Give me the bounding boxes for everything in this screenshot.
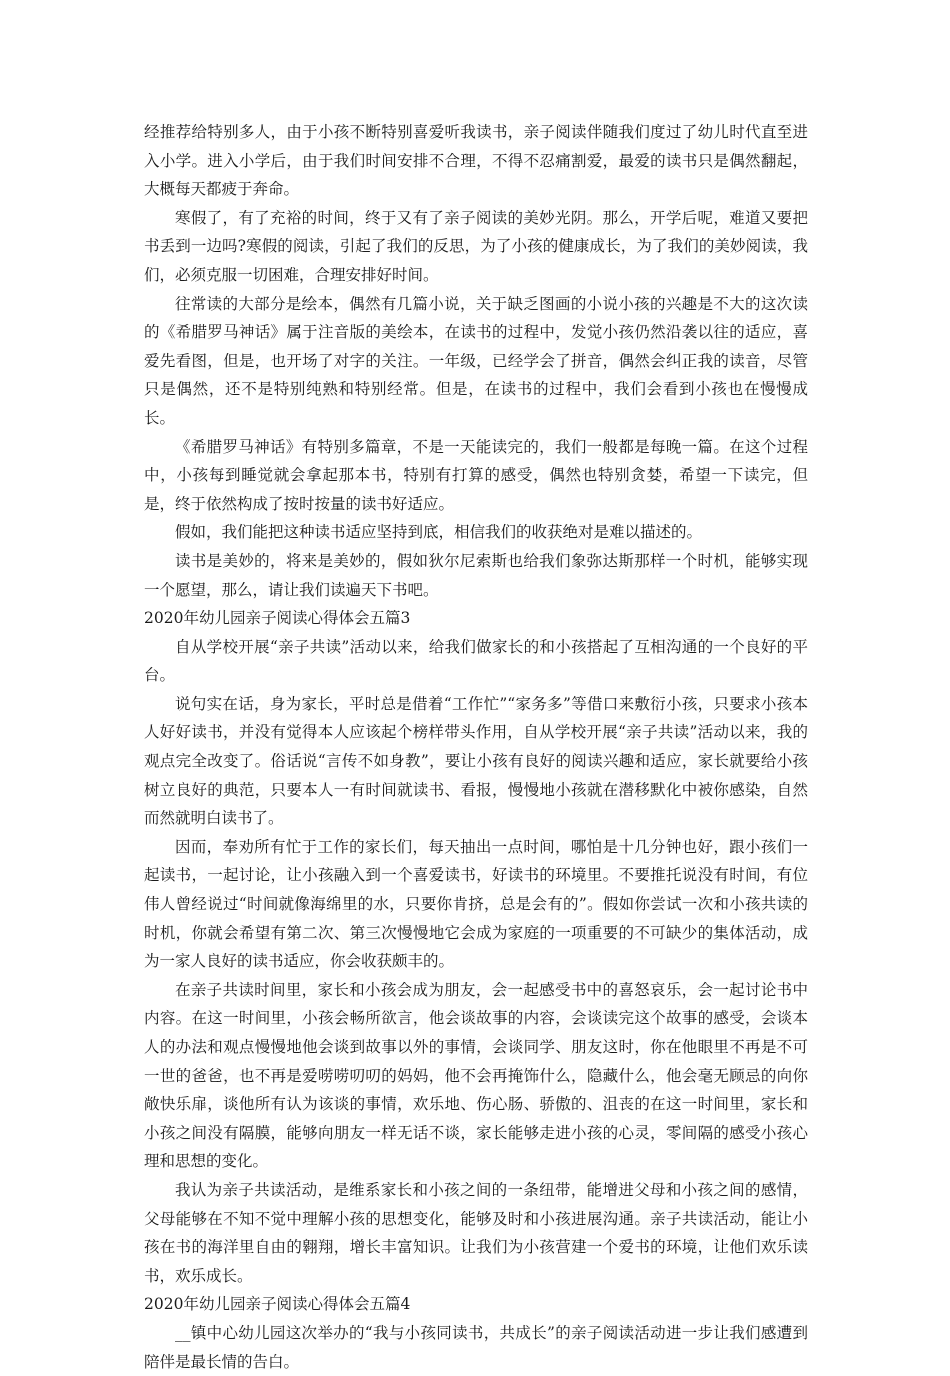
document-page: [144, 118, 808, 1376]
section-heading-4: 2020年幼儿园亲子阅读心得体会五篇4: [144, 1295, 411, 1314]
paragraph-5: 假如，我们能把这种读书适应坚持到底，相信我们的收获绝对是难以描述的。: [175, 523, 703, 542]
paragraph-7: 自从学校开展“亲子共读”活动以来，给我们做家长的和小孩搭起了互相沟通的一个良好的平台。: [144, 637, 808, 685]
paragraph-1: 经推荐给特别多人，由于小孩不断特别喜爱听我读书，亲子阅读伴随我们度过了幼儿时代直至进入小学。进入小学后，由于我们时间安排不合理，不得不忍痛割爱，最爱的读书只是偶然翻起，大概每天都疲于奔命。: [144, 123, 808, 199]
paragraph-9: 因而，奉劝所有忙于工作的家长们，每天抽出一点时间，哪怕是十几分钟也好，跟小孩们一起读书，一起讨论，让小孩融入到一个喜爱读书，好读书的环境里。不要推托说没有时间，有位伟人曾经说过“时间就像海绵里的水，只要你肯挤，总是会有的”。假如你尝试一次和小孩共读的时机，你就会希望有第二次、第三次慢慢地它会成为家庭的一项重要的不可缺少的集体活动，成为一家人良好的读书适应，你会收获颇丰的。: [144, 837, 808, 971]
paragraph-10: 在亲子共读时间里，家长和小孩会成为朋友，会一起感受书中的喜怒哀乐，会一起讨论书中内容。在这一时间里，小孩会畅所欲言，他会谈故事的内容，会谈读完这个故事的感受，会谈本人的办法和观点慢慢地他会谈到故事以外的事情，会谈同学、朋友这时，你在他眼里不再是不可一世的爸爸，也不再是爱唠唠叨叨的妈妈，他不会再掩饰什么，隐藏什么，他会毫无顾忌的向你敞快乐扉，谈他所有认为该谈的事情，欢乐地、伤心肠、骄傲的、沮丧的在这一时间里，家长和小孩之间没有隔膜，能够向朋友一样无话不谈，家长能够走进小孩的心灵，零间隔的感受小孩心理和思想的变化。: [144, 980, 808, 1171]
section-heading-3: 2020年幼儿园亲子阅读心得体会五篇3: [144, 609, 411, 628]
paragraph-12: __镇中心幼儿园这次举办的“我与小孩同读书，共成长”的亲子阅读活动进一步让我们感遭到陪伴是最长情的告白。: [144, 1323, 808, 1371]
paragraph-4: 《希腊罗马神话》有特别多篇章，不是一天能读完的，我们一般都是每晚一篇。在这个过程中，小孩每到睡觉就会拿起那本书，特别有打算的感受，偶然也特别贪婪，希望一下读完，但是，终于依然构成了按时按量的读书好适应。: [144, 437, 808, 513]
paragraph-11: 我认为亲子共读活动，是维系家长和小孩之间的一条纽带，能增进父母和小孩之间的感情，父母能够在不知不觉中理解小孩的思想变化，能够及时和小孩进展沟通。亲子共读活动，能让小孩在书的海洋里自由的翱翔，增长丰富知识。让我们为小孩营建一个爱书的环境，让他们欢乐读书，欢乐成长。: [144, 1180, 808, 1285]
paragraph-8: 说句实在话，身为家长，平时总是借着“工作忙”“家务多”等借口来敷衍小孩，只要求小孩本人好好读书，并没有觉得本人应该起个榜样带头作用，自从学校开展“亲子共读”活动以来，我的观点完全改变了。俗话说“言传不如身教”，要让小孩有良好的阅读兴趣和适应，家长就要给小孩树立良好的典范，只要本人一有时间就读书、看报，慢慢地小孩就在潜移默化中被你感染，自然而然就明白读书了。: [144, 694, 808, 828]
paragraph-6: 读书是美妙的，将来是美妙的，假如狄尔尼索斯也给我们象弥达斯那样一个时机，能够实现一个愿望，那么，请让我们读遍天下书吧。: [144, 551, 808, 599]
paragraph-2: 寒假了，有了充裕的时间，终于又有了亲子阅读的美妙光阴。那么，开学后呢，难道又要把书丢到一边吗?寒假的阅读，引起了我们的反思，为了小孩的健康成长，为了我们的美妙阅读，我们，必须克服一切困难，合理安排好时间。: [144, 208, 808, 284]
paragraph-3: 往常读的大部分是绘本，偶然有几篇小说，关于缺乏图画的小说小孩的兴趣是不大的这次读的《希腊罗马神话》属于注音版的美绘本，在读书的过程中，发觉小孩仍然沿袭以往的适应，喜爱先看图，但是，也开场了对字的关注。一年级，已经学会了拼音，偶然会纠正我的读音，尽管只是偶然，还不是特别纯熟和特别经常。但是，在读书的过程中，我们会看到小孩也在慢慢成长。: [144, 294, 808, 427]
